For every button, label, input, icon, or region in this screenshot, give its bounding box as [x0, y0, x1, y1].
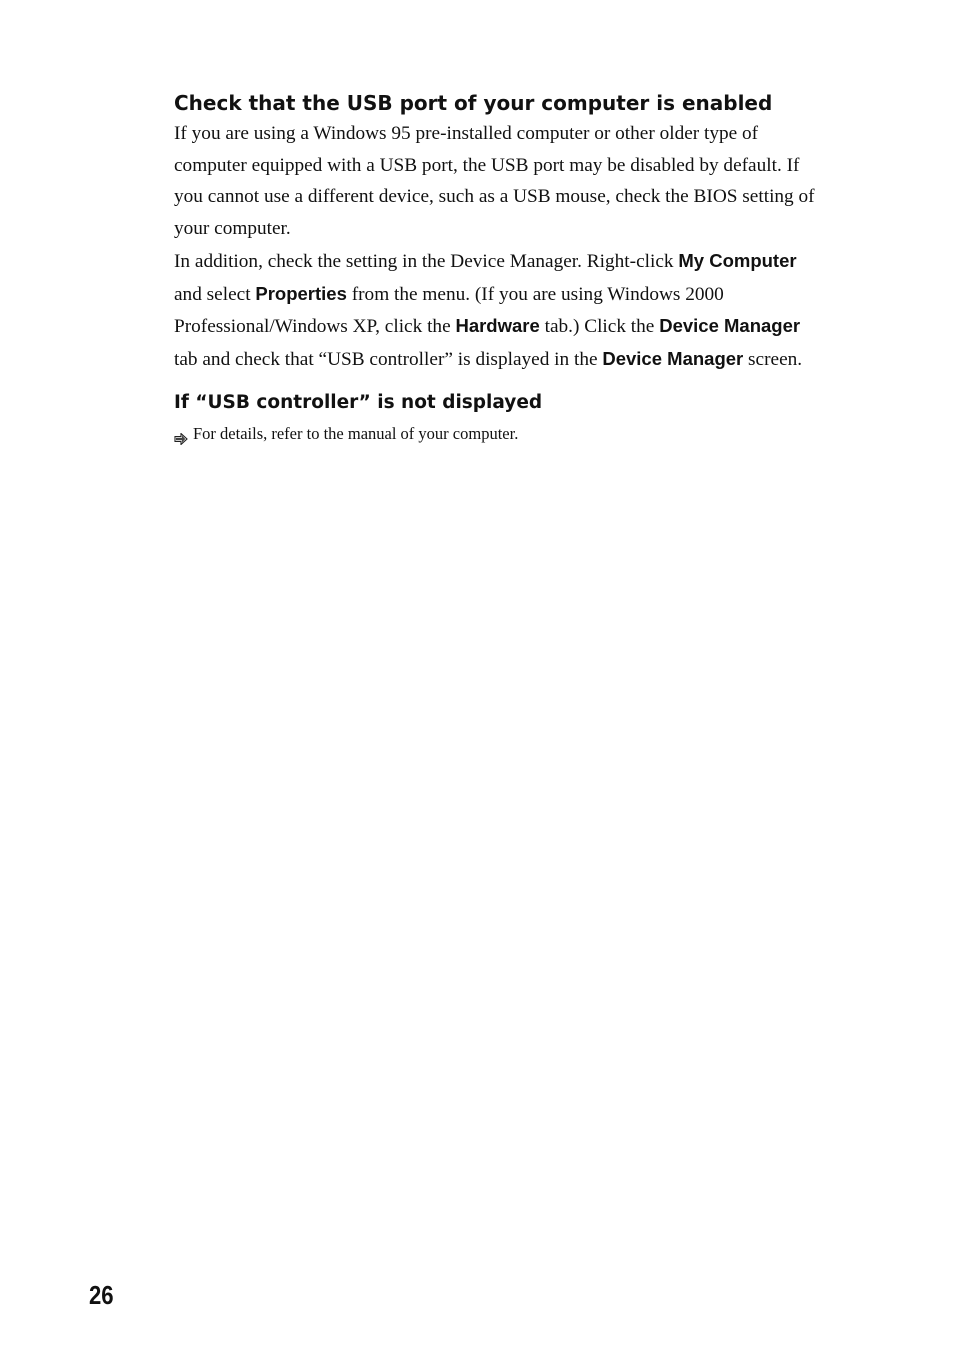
arrow-right-icon [174, 428, 188, 440]
subsection-heading: If “USB controller” is not displayed [174, 391, 543, 413]
text-run: tab.) Click the [539, 316, 660, 338]
page-content [174, 88, 824, 446]
ui-term-hardware: Hardware [455, 315, 540, 337]
text-run: tab and check that “USB controller” is displayed in the [174, 348, 603, 370]
page-number: 26 [89, 1280, 114, 1310]
ui-term-properties: Properties [255, 282, 347, 304]
text-run: In addition, check the setting in the Device Manager. Right-click [174, 250, 679, 272]
reference-text: For details, refer to the manual of your computer. [193, 423, 519, 443]
section-heading: Check that the USB port of your computer is enabled [174, 91, 773, 115]
ui-term-my-computer: My Computer [678, 249, 797, 271]
ui-term-device-manager-tab: Device Manager [659, 315, 801, 337]
reference-line [174, 422, 824, 446]
text-run: screen. [743, 348, 803, 370]
text-run: and select [174, 283, 256, 305]
paragraph-usb-bios: If you are using a Windows 95 pre-installed computer or other older type of computer equipped with a USB port, the USB port may be disabled by default. If you cannot use a different device, such as a USB mouse, check the BIOS setting of your computer. [174, 123, 815, 240]
ui-term-device-manager-screen: Device Manager [602, 347, 744, 369]
paragraph-device-manager [174, 245, 824, 376]
text-run: from the menu. (If you are using Windows 2000 Professional/Windows XP, click the [174, 283, 724, 338]
